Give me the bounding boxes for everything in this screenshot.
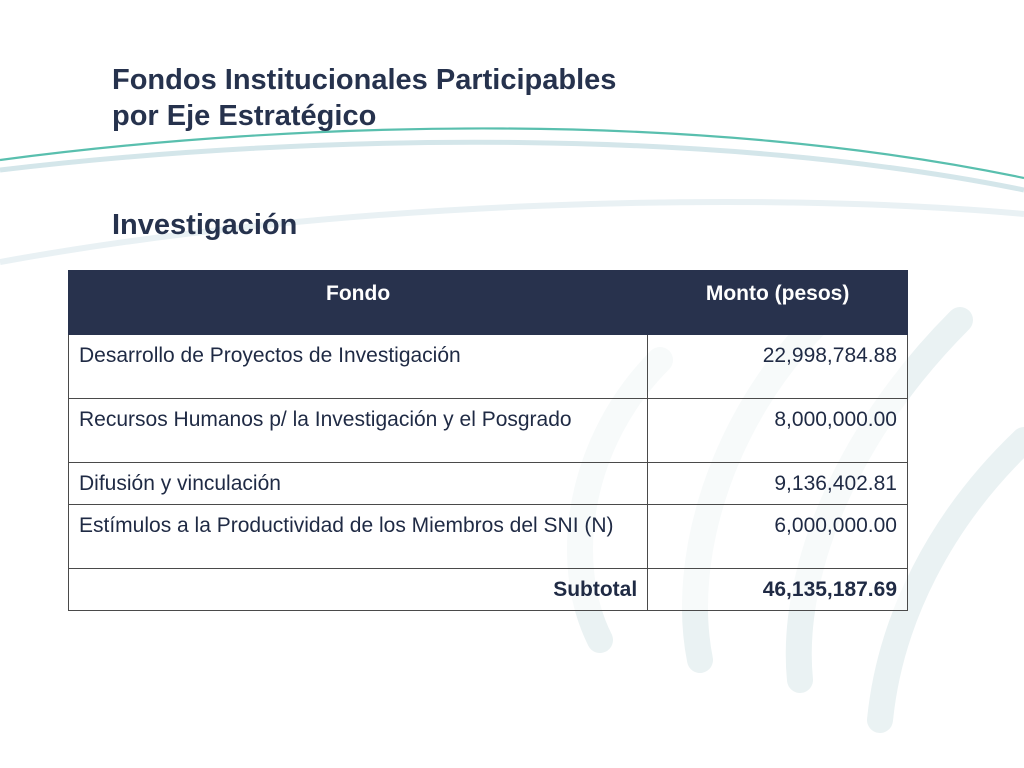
monto-cell: 9,136,402.81 [648, 463, 908, 505]
section-heading: Investigación [112, 209, 298, 241]
header-fondo: Fondo [69, 271, 648, 335]
subtotal-value: 46,135,187.69 [648, 569, 908, 611]
table-header-row [69, 271, 908, 335]
subtotal-label: Subtotal [69, 569, 648, 611]
monto-cell: 22,998,784.88 [648, 335, 908, 399]
light-swoosh-line [0, 142, 1024, 190]
fondo-cell: Desarrollo de Proyectos de Investigación [69, 335, 648, 399]
fondo-cell: Difusión y vinculación [69, 463, 648, 505]
subtotal-row [69, 569, 908, 611]
monto-cell: 6,000,000.00 [648, 505, 908, 569]
fondo-cell: Estímulos a la Productividad de los Miembros del SNI (N) [69, 505, 648, 569]
slide-title-line1: Fondos Institucionales Participables [112, 64, 617, 96]
table-row [69, 463, 908, 505]
monto-cell: 8,000,000.00 [648, 399, 908, 463]
slide-title [112, 62, 616, 134]
slide-title-line2: por Eje Estratégico [112, 100, 377, 132]
funds-table [68, 270, 908, 611]
header-monto: Monto (pesos) [648, 271, 908, 335]
fondo-cell: Recursos Humanos p/ la Investigación y el Posgrado [69, 399, 648, 463]
table-row [69, 399, 908, 463]
table-row [69, 335, 908, 399]
table-row [69, 505, 908, 569]
